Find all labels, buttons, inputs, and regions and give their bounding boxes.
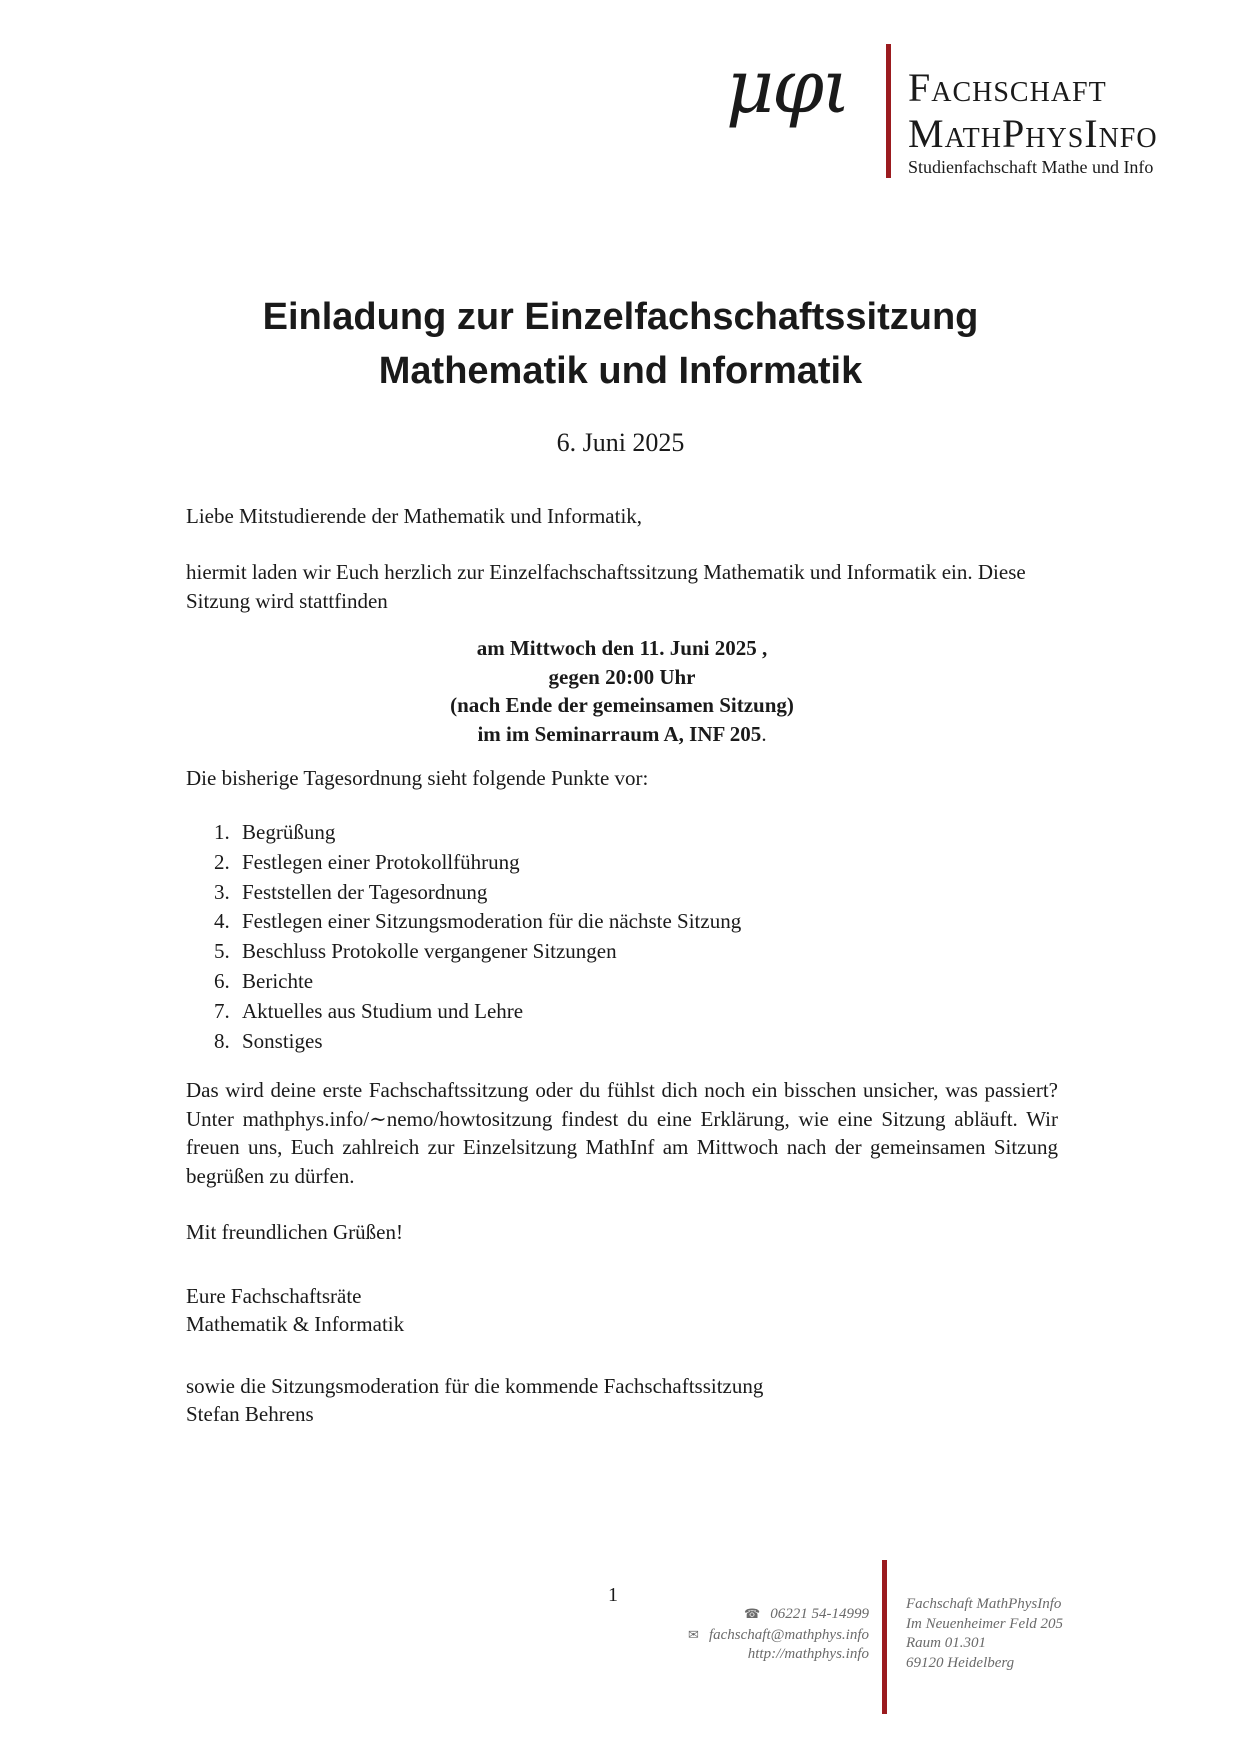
moderation-name: Stefan Behrens [186,1402,314,1426]
logo-line-2: MathPhysInfo [908,111,1158,156]
footer-phone: 06221 54-14999 [770,1606,869,1622]
logo-subtitle: Studienfachschaft Mathe und Info [908,157,1154,177]
agenda-list [186,818,741,1056]
agenda-number: 4. [214,909,230,934]
footer-email-row [688,1625,869,1646]
agenda-item [186,878,741,908]
footer-website: http://mathphys.info [747,1646,869,1662]
invitation-text: hiermit laden wir Euch herzlich zur Einzelfachschaftssitzung Mathematik und Informatik ein. Diese Sitzung wird stattfinden [186,560,1026,613]
agenda-text: Feststellen der Tagesordnung [242,879,488,904]
meeting-date: am Mittwoch den 11. Juni 2025 , [476,636,768,660]
regards: Mit freundlichen Grüßen! [186,1220,403,1244]
meeting-location-line [186,720,1058,749]
agenda-item [186,1027,741,1057]
agenda-number: 5. [214,939,230,964]
phone-icon: ☎ [744,1606,761,1621]
meeting-time: gegen 20:00 Uhr [548,664,696,689]
agenda-number: 3. [214,879,230,904]
meeting-details [186,634,1058,748]
meeting-note: (nach Ende der gemeinsamen Sitzung) [450,693,794,717]
agenda-text: Festlegen einer Sitzungsmoderation für die nächste Sitzung [242,909,742,934]
title-line-1: Einladung zur Einzelfachschaftssitzung [262,296,979,338]
logo-line-1: Fachschaft [908,65,1107,110]
envelope-icon: ✉ [688,1626,699,1642]
agenda-text: Beschluss Protokolle vergangener Sitzungen [242,939,617,964]
agenda-intro: Die bisherige Tagesordnung sieht folgende Punkte vor: [186,766,649,790]
title-line-2: Mathematik und Informatik [378,350,863,392]
agenda-number: 7. [214,998,230,1023]
footer-address [906,1595,1063,1673]
agenda-item [186,937,741,967]
agenda-item [186,967,741,997]
agenda-number: 8. [214,1028,230,1053]
signature-line-1: Eure Fachschaftsräte [186,1284,362,1308]
meeting-location: im im Seminarraum A, INF 205 [477,721,762,746]
agenda-number: 2. [214,849,230,874]
agenda-item [186,848,741,878]
footer-phone-row [688,1604,869,1625]
meeting-location-end: . [761,721,767,746]
agenda-item [186,907,741,937]
letterhead-logo [726,44,1226,184]
logo-accent-bar [886,44,891,178]
agenda-number: 6. [214,968,230,993]
logo-glyphs: μφι [726,44,849,130]
agenda-text: Aktuelles aus Studium und Lehre [242,998,524,1023]
agenda-text: Festlegen einer Protokollführung [242,849,520,874]
agenda-text: Berichte [242,968,314,993]
page-number: 1 [608,1584,618,1606]
footer-address-line-1: Fachschaft MathPhysInfo [906,1596,1062,1612]
agenda-item [186,818,741,848]
footer-address-line-3: Raum 01.301 [906,1635,986,1651]
greeting: Liebe Mitstudierende der Mathematik und Informatik, [186,504,643,528]
footer-accent-bar [882,1560,887,1714]
agenda-number: 1. [214,820,230,844]
footer-email: fachschaft@mathphys.info [708,1626,869,1643]
agenda-item [186,997,741,1027]
signature-line-2: Mathematik & Informatik [186,1312,405,1336]
footer-address-line-2: Im Neuenheimer Feld 205 [906,1615,1064,1632]
moderation-line-1: sowie die Sitzungsmoderation für die kommende Fachschaftssitzung [186,1374,764,1398]
footer-contact [688,1604,869,1665]
document-date: 6. Juni 2025 [556,428,685,457]
footer-address-line-4: 69120 Heidelberg [906,1654,1015,1671]
document-title [0,290,1241,398]
agenda-text: Sonstiges [242,1028,323,1053]
agenda-text: Begrüßung [242,820,336,844]
closing-paragraph: Das wird deine erste Fachschaftssitzung oder du fühlst dich noch ein bisschen unsicher, was passiert? Unter mathphys.info/∼nemo/howtositzung findest du eine Erklärung, wie eine Sitzung abläuft. Wir freuen uns, Euch zahlreich zur Einzelsitzung MathInf am Mittwoch nach der gemeinsamen Sitzung begrüßen zu dürfen. [186,1078,1058,1188]
